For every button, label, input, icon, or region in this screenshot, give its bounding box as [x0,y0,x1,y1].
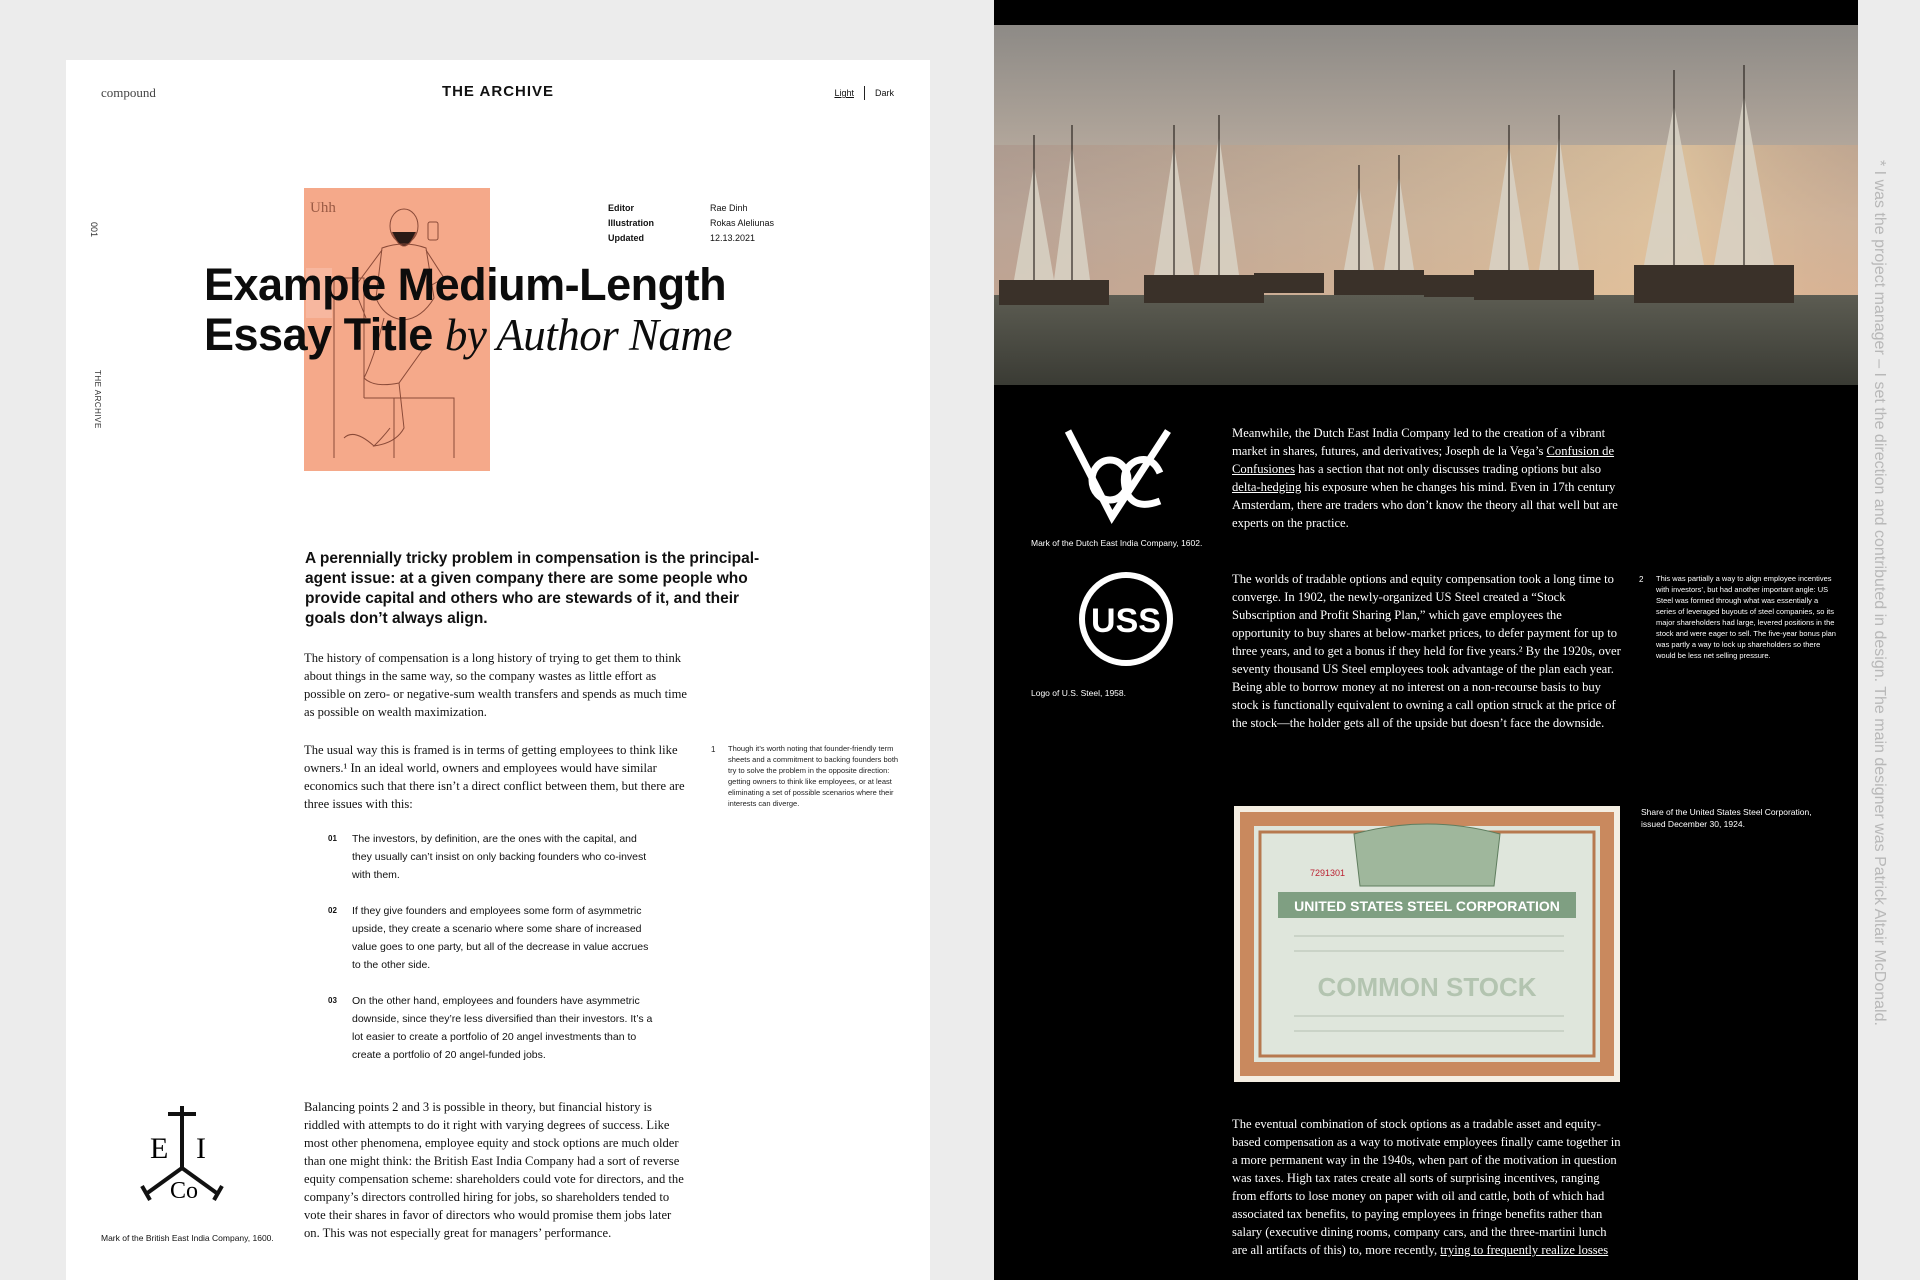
footnote-1-text: Though it’s worth noting that founder-friendly term sheets and a commitment to backing founders both try to solve the problem in the opposite direction: getting owners to think like employees, or at least eliminating a set of possible scenarios where their interests can diverge. [728,744,899,808]
list-number: 03 [328,996,337,1005]
meta-label: Illustration [608,218,655,228]
right-paragraph-3 [1232,1115,1622,1259]
theme-toggle [834,86,894,100]
list-item-02 [328,902,658,974]
voc-mark [1064,425,1174,525]
delta-hedging-link[interactable]: delta-hedging [1232,480,1302,494]
certificate-stamp: COMMON STOCK [1317,972,1537,1002]
essay-byline: by Author Name [444,310,732,360]
paragraph-1: The history of compensation is a long history of trying to get them to think about things in the same way, so the company wastes as little effort as possible on zero- or negative-sum wealth transfers and spends as much time as possible on wealth maximization. [304,651,687,719]
meta-value: Rae Dinh [710,203,748,213]
right-page [994,0,1858,1280]
uss-caption: Logo of U.S. Steel, 1958. [1031,688,1126,698]
meta-label: Updated [608,233,644,243]
list-text: If they give founders and employees some form of asymmetric upside, they create a scenario where some share of increased value goes to one party, but all of the decrease in value accrues to the other side. [352,905,649,971]
eic-caption: Mark of the British East India Company, 1600. [101,1233,274,1243]
list-text: On the other hand, employees and founders have asymmetric downside, since they’re less diversified than their investors. It’s a lot easier to create a portfolio of 20 angel investments than to create a portfolio of 20 angel-funded jobs. [352,995,653,1061]
theme-divider [864,86,865,100]
left-page [66,60,930,1280]
stock-certificate-image [1234,806,1620,1082]
footnote-2-text: This was partially a way to align employee incentives with investors’, but had another important angle: US Steel was formed through what was essentially a series of leveraged buyouts of steel companies, so its major shareholders had large, levered positions in the stock and were eager to sell. The five-year bonus plan was partly a way to lock up shareholders so there would be less net selling pressure. [1656,574,1836,660]
certificate-caption: Share of the United States Steel Corporation, issued December 30, 1924. [1641,807,1812,829]
meta-row-editor [608,201,774,216]
article-meta [608,201,774,246]
p1-text-a: Meanwhile, the Dutch East India Company led to the creation of a vibrant market in shares, futures, and derivatives; Joseph de la Vega’s [1232,426,1606,458]
ships-painting [994,25,1858,385]
p1-text-c: his exposure when he changes his mind. Even in 17th century Amsterdam, there are traders who don’t know the theory all that well but are experts on the practice. [1232,480,1618,530]
paragraph-2: The usual way this is framed is in terms of getting employees to think like owners.¹ In an ideal world, owners and employees would have similar economics such that there isn’t a direct conflict between them, but there are three issues with this: [304,743,685,811]
theme-light-button[interactable]: Light [834,88,854,98]
certificate-title: UNITED STATES STEEL CORPORATION [1294,898,1560,914]
voc-caption: Mark of the Dutch East India Company, 1602. [1031,538,1203,548]
meta-value: Rokas Aleliunas [710,218,775,228]
list-text: The investors, by definition, are the ones with the capital, and they usually can’t insist on only backing founders who co-invest with them. [352,833,647,881]
certificate-number: 7291301 [1310,868,1346,878]
site-title[interactable]: THE ARCHIVE [441,83,555,100]
meta-row-updated [608,231,774,246]
essay-title [204,260,844,360]
essay-lede: A perennially tricky problem in compensation is the principal-agent issue: at a given company there are some people who provide capital and others who are stewards of it, and their goals don’t always align. [305,550,760,627]
uss-letters: USS [1091,602,1161,640]
list-item-03 [328,992,658,1064]
list-item-01 [328,830,658,884]
us-steel-logo [1077,570,1175,668]
cover-text: Uhh [310,200,336,216]
page-number: 001 [89,222,99,238]
meta-label: Editor [608,203,634,213]
meta-row-illustration [608,216,774,231]
confusion-de-confusiones-link[interactable]: Confusion de Confusiones [1232,444,1615,476]
footnote-1-number: 1 [711,745,716,754]
east-india-company-mark [136,1102,228,1212]
brand-logo[interactable]: compound [101,85,156,100]
meta-value: 12.13.2021 [710,233,756,243]
essay-title-text: Example Medium-Length Essay Title [204,259,727,360]
realize-losses-link[interactable]: trying to frequently realize losses [1440,1243,1609,1257]
footnote-2-number: 2 [1639,575,1644,584]
list-number: 02 [328,906,337,915]
p1-text-b: has a section that not only discusses trading options but also [1294,462,1602,476]
list-number: 01 [328,834,337,843]
eic-letter-i: I [196,1132,206,1165]
eic-letter-e: E [150,1132,169,1165]
theme-dark-button[interactable]: Dark [874,88,894,98]
paragraph-3: Balancing points 2 and 3 is possible in theory, but financial history is riddled with attempts to do it right with varying degrees of success. Like most other phenomena, employee equity and stock options are much older than one might think: the British East India Company had a sort of reverse equity compensation scheme: shareholders could vote for directors, and the company’s directors controlled hiring for jobs, so shareholders tended to vote their shares in favor of directors who would promise them jobs later on. This was not especially great for managers’ performance. [304,1100,684,1240]
side-label: THE ARCHIVE [93,370,102,429]
right-paragraph-1 [1232,424,1622,532]
eic-letters-co: Co [170,1178,199,1204]
side-note: * I was the project manager – I set the direction and contributed in design. The main designer was Patrick Altair McDonald. [1871,160,1888,1026]
right-paragraph-2: The worlds of tradable options and equity compensation took a long time to converge. In 1902, the newly-organized US Steel created a “Stock Subscription and Profit Sharing Plan,” which gave employees the opportunity to buy shares at below-market prices, to defer payment for up to three years, and to get a bonus if they held for five years.² By the 1920s, over seventy thousand US Steel employees took advantage of the plan each year. Being able to borrow money at no interest on a non-recourse basis to buy stock is functionally equivalent to owning a call option struck at the price of the stock—the holder gets all of the upside but doesn’t face the downside. [1232,572,1621,730]
p3-text: The eventual combination of stock options as a tradable asset and equity-based compensation as a way to motivate employees finally came together in a more permanent way in the 1940s, when part of the motivation in question was taxes. High tax rates create all sorts of surprising incentives, ranging from efforts to lose money on paper with oil and cattle, both of which had associated tax benefits, to paying employees in fringe benefits rather than salary (executive dining rooms, company cars, and the three-martini lunch are all artifacts of this) to, more recently, [1232,1117,1621,1257]
